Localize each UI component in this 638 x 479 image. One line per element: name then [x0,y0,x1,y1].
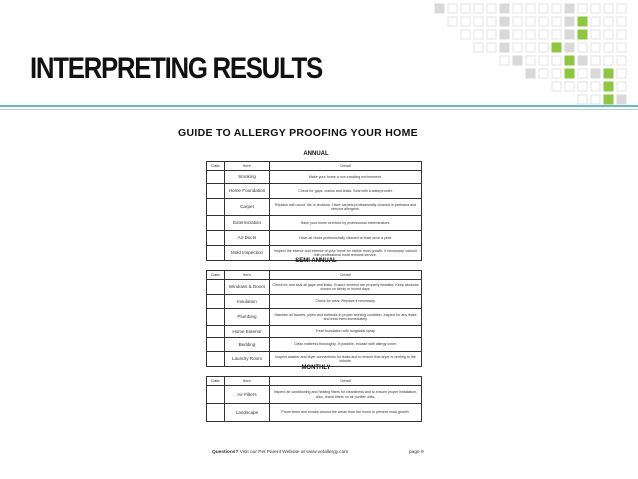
section-label-annual: ANNUAL [303,151,329,157]
table-row [207,280,422,295]
item-cell: Windows & Doors [225,280,270,295]
date-cell [207,404,225,422]
grid-square [604,95,613,104]
grid-square [474,17,483,26]
grid-square [578,69,587,78]
grid-square [604,82,613,91]
item-cell: Laundry Room [225,352,270,367]
detail-cell: Make your home a non-smoking environment. [270,171,422,184]
grid-square [539,43,548,52]
grid-square [565,4,574,13]
page-number: page 9 [409,450,424,455]
table-row [207,326,422,338]
item-cell: Landscape [225,404,270,422]
table-row [207,171,422,184]
date-cell [207,309,225,326]
table-row [207,184,422,199]
header-date: Date [207,377,225,386]
item-cell: Extermination [225,216,270,231]
date-cell [207,231,225,246]
grid-square [539,56,548,65]
date-cell [207,295,225,309]
grid-square [526,69,535,78]
grid-square [435,4,444,13]
grid-square [591,82,600,91]
item-cell: Carpet [225,199,270,216]
item-cell: Air Ducts [225,231,270,246]
grid-square [617,82,626,91]
detail-cell: Inspect washer and dryer connections for leaks and to ensure that dryer is venting to the outside. [270,352,422,367]
date-cell [207,326,225,338]
table-row [207,338,422,352]
date-cell [207,171,225,184]
grid-square [513,43,522,52]
detail-cell: Prune trees and shrubs around the areas from the home to prevent mold growth. [270,404,422,422]
item-cell: Mold Inspection [225,246,270,261]
detail-cell: Check for and seal all gaps and leaks. Ensure screens are properly installed. Keep windows closed on windy or humid days. [270,280,422,295]
table-row [207,404,422,422]
grid-square [526,56,535,65]
item-cell: Insulation [225,295,270,309]
grid-square [539,17,548,26]
grid-square [565,17,574,26]
grid-square [526,30,535,39]
table-row [207,216,422,231]
grid-square [448,17,457,26]
grid-square [500,43,509,52]
grid-square [487,4,496,13]
grid-square [617,4,626,13]
table-row [207,231,422,246]
item-cell: Bedding [225,338,270,352]
detail-cell: Have your home serviced by professional exterminators. [270,216,422,231]
date-cell [207,338,225,352]
header-item: Item [225,162,270,171]
grid-square [552,30,561,39]
grid-square [617,95,626,104]
grid-square [591,95,600,104]
grid-square [474,43,483,52]
grid-square [448,4,457,13]
grid-square [617,30,626,39]
date-cell [207,184,225,199]
grid-square [539,69,548,78]
grid-square [604,30,613,39]
header-item: Item [225,271,270,280]
grid-square [552,69,561,78]
grid-square [500,17,509,26]
table-header-row [207,271,422,280]
grid-square [461,4,470,13]
detail-cell: Treat foundation with fungicidal spray. [270,326,422,338]
header-date: Date [207,162,225,171]
grid-square [591,17,600,26]
table-header-row [207,377,422,386]
grid-square [552,56,561,65]
grid-square [526,43,535,52]
grid-square [500,56,509,65]
grid-square [526,17,535,26]
table-row [207,295,422,309]
grid-square [461,30,470,39]
grid-square [604,56,613,65]
document-footer [212,450,422,455]
grid-square [617,43,626,52]
date-cell [207,216,225,231]
grid-square [617,56,626,65]
grid-square [578,56,587,65]
grid-square [487,30,496,39]
detail-cell: Maintain all faucets, pipes and bathtubs in proper working condition. Inspect for any leaks and treat them immediately. [270,309,422,326]
detail-cell: Inspect air conditioning and heating filters for cleanliness and to ensure proper installation. Also, check filters on air purifier units. [270,386,422,404]
semi-annual-table [206,270,422,367]
grid-square [604,43,613,52]
item-cell: Home Exterior [225,326,270,338]
grid-square [578,95,587,104]
grid-square [513,30,522,39]
grid-square [461,17,470,26]
header-detail: Detail [270,162,422,171]
grid-square [513,17,522,26]
grid-square [565,82,574,91]
monthly-table [206,376,422,422]
grid-square [578,17,587,26]
detail-cell: Replace with wood, tile or linoleum. Have carpets professionally cleaned in part/area and remove allergens. [270,199,422,216]
header-date: Date [207,271,225,280]
grid-square [500,4,509,13]
grid-square [604,69,613,78]
section-label-semi-annual: SEMI ANNUAL [295,258,337,264]
grid-square [500,30,509,39]
grid-square [591,43,600,52]
header-item: Item [225,377,270,386]
slide-title: INTERPRETING RESULTS [30,52,322,85]
document-title: GUIDE TO ALLERGY PROOFING YOUR HOME [178,127,418,139]
grid-square [565,30,574,39]
detail-cell: Inspect the interior and exterior of your home for visible mold growth. If necessary, consult with professional mold removal service. [270,246,422,261]
grid-square [617,17,626,26]
grid-square [617,69,626,78]
grid-square [565,43,574,52]
grid-square [578,4,587,13]
item-cell: Air Filters [225,386,270,404]
date-cell [207,199,225,216]
grid-square [591,69,600,78]
grid-square [578,82,587,91]
grid-square [552,17,561,26]
table-row [207,386,422,404]
grid-square [565,69,574,78]
table-header-row [207,162,422,171]
grid-square [578,43,587,52]
grid-square [591,56,600,65]
annual-table [206,161,422,261]
header-detail: Detail [270,271,422,280]
grid-square [526,4,535,13]
footer-question: Questions? [212,450,239,455]
grid-square [604,4,613,13]
table-row [207,199,422,216]
allergy-guide-document [166,120,466,460]
grid-square [539,30,548,39]
grid-square [578,30,587,39]
grid-square [487,17,496,26]
grid-square [552,43,561,52]
detail-cell: Have air ducts professionally cleaned at least once a year. [270,231,422,246]
grid-square [591,4,600,13]
grid-square [474,4,483,13]
grid-square [604,17,613,26]
section-label-monthly: MONTHLY [301,365,331,371]
grid-square [513,56,522,65]
date-cell [207,280,225,295]
grid-square [513,4,522,13]
grid-square [539,4,548,13]
title-underline [0,105,638,107]
grid-square [474,30,483,39]
detail-cell: Clean mattress thoroughly. If possible, encase with allergy cover. [270,338,422,352]
table-row [207,309,422,326]
date-cell [207,386,225,404]
header-detail: Detail [270,377,422,386]
item-cell: Plumbing [225,309,270,326]
detail-cell: Check for gaps, cracks and leaks. Seal with a waterproofer. [270,184,422,199]
title-underline-thin [0,109,638,110]
grid-square [591,30,600,39]
detail-cell: Check for wear. Replace if necessary. [270,295,422,309]
footer-text: Visit our Pet Parent Website at www.vetallergy.com [239,450,349,455]
item-cell: Home Foundation [225,184,270,199]
grid-square [565,56,574,65]
grid-square [552,82,561,91]
grid-square [552,4,561,13]
item-cell: Smoking [225,171,270,184]
grid-square [487,43,496,52]
